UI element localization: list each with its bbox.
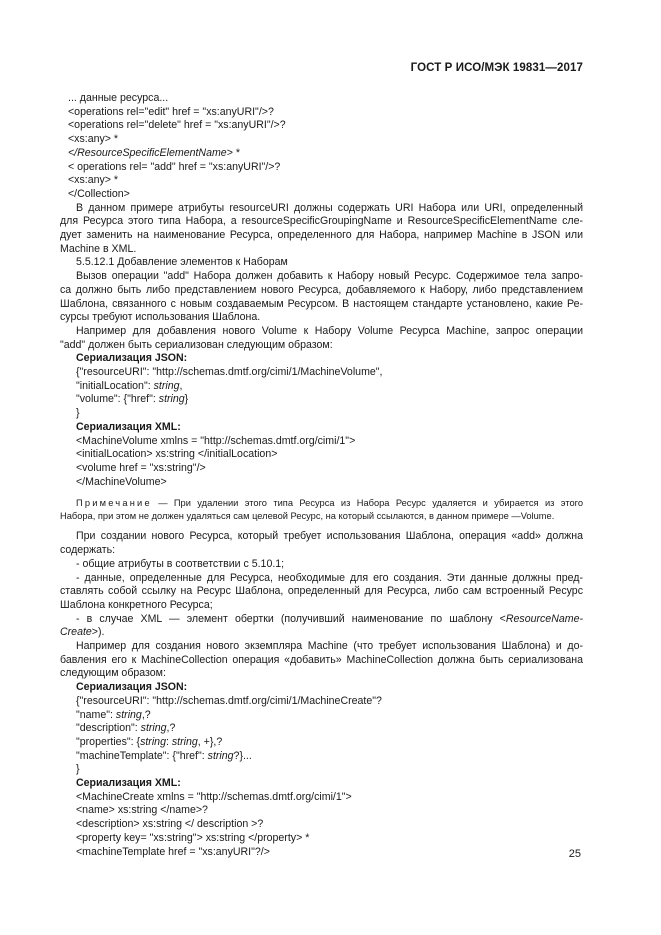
text-fragment: ResourceName- <box>505 612 583 625</box>
text-line: - данные, определенные для Ресурса, необходимые для его создания. Эти данные должны пред- <box>76 571 583 584</box>
text-fragment: — При удалении этого типа Ресурса из Набора Ресурс удаляется и убирается из этого <box>151 498 583 509</box>
text-fragment: "initialLocation": <box>76 379 154 392</box>
code-line: <MachineVolume xmlns = "http://schemas.dmtf.org/cimi/1"> <box>76 434 356 447</box>
text-line: Например для создания нового экземпляра Machine (что требует использования Шаблона) и до- <box>76 640 583 653</box>
text-line: <operations rel="delete" href = "xs:anyURI"/>? <box>68 119 286 132</box>
text-line: </Collection> <box>68 187 130 200</box>
code-line: } <box>76 407 80 420</box>
serialization-heading: Сериализация XML: <box>76 420 181 433</box>
text-line: <xs:any> * <box>68 133 119 146</box>
text-fragment: "description": <box>76 722 141 735</box>
text-fragment: * <box>232 146 240 159</box>
code-line <box>60 750 583 764</box>
text-fragment: , +},? <box>197 735 223 748</box>
page-number: 25 <box>568 848 581 860</box>
text-fragment: Create <box>60 626 92 639</box>
text-fragment: string <box>158 393 185 406</box>
note-label: Примечание <box>76 498 152 509</box>
text-line: сурсы требуют использования Шаблона. <box>60 311 261 324</box>
text-fragment: , <box>179 379 183 392</box>
text-line: ... данные ресурса... <box>68 92 169 104</box>
text-line: ставлять собой ссылку на Ресурс Шаблона, определенный для Ресурса, либо сам встроенный Ресурс <box>60 585 583 598</box>
note-line <box>60 497 583 510</box>
code-line: <machineTemplate href = "xs:anyURI"?/> <box>76 845 270 858</box>
serialization-heading: Сериализация JSON: <box>76 681 188 694</box>
text-fragment: : <box>165 735 172 748</box>
text-fragment: } <box>184 393 189 406</box>
text-line: Шаблона, связанного с новым создаваемым Ресурсом. В настоящем стандарте установлено, какие Ре- <box>60 297 583 310</box>
text-line: дует заменить на наименование Ресурса, определенного для Набора, например Machine в JSON или <box>60 229 583 242</box>
section-heading: 5.5.12.1 Добавление элементов к Наборам <box>76 256 288 269</box>
text-fragment: string <box>115 708 142 721</box>
text-fragment: "volume": {"href": <box>76 393 159 406</box>
code-line: <volume href = "xs:string"/> <box>76 461 206 474</box>
text-line: При создании нового Ресурса, который требует использования Шаблона, операция «add» должна <box>76 530 583 543</box>
note-line: Набора, при этом не должен удаляться сам целевой Ресурс, на который ссылаются, в данном примере —Volume. <box>60 511 555 522</box>
code-line: <name> xs:string </name>? <box>76 804 208 817</box>
code-line <box>60 722 583 736</box>
text-line <box>60 626 583 640</box>
text-line: Вызов операции "add" Набора должен добавить к Набору новый Ресурс. Содержимое тела запро- <box>76 270 583 283</box>
text-line: са должно быть либо представлением нового Ресурса, добавляемого к Набору, либо представлением <box>60 283 583 296</box>
code-line <box>60 380 583 394</box>
serialization-heading: Сериализация JSON: <box>76 352 188 365</box>
serialization-heading: Сериализация XML: <box>76 777 181 790</box>
text-fragment: - в случае XML — элемент обертки (получивший наименование по шаблону < <box>76 612 506 625</box>
text-fragment: "properties": { <box>76 735 141 748</box>
text-line: бавления его к MachineCollection операция «добавить» MachineCollection должна быть сериализована <box>60 653 583 666</box>
text-fragment: string <box>153 379 180 392</box>
text-line: следующим образом: <box>60 667 166 680</box>
text-line: Например для добавления нового Volume к Набору Volume Ресурса Machine, запрос операции <box>76 324 583 337</box>
text-line: В данном примере атрибуты resourceURI должны содержать URI Набора или URI, определенный <box>76 201 583 214</box>
code-line: {"resourceURI": "http://schemas.dmtf.org/cimi/1/MachineVolume", <box>76 366 383 379</box>
text-line <box>60 613 583 627</box>
code-line <box>60 393 583 407</box>
text-line: <xs:any> * <box>68 174 119 187</box>
text-fragment: "machineTemplate": {"href": <box>76 749 208 762</box>
text-fragment: string <box>140 722 167 735</box>
text-fragment: >). <box>91 626 105 639</box>
text-line: содержать: <box>60 544 116 557</box>
document-header: ГОСТ Р ИСО/МЭК 19831—2017 <box>410 62 583 74</box>
document-body <box>60 92 583 859</box>
code-line: </MachineVolume> <box>76 475 167 488</box>
text-fragment: ,? <box>141 708 151 721</box>
text-line: <operations rel="edit" href = "xs:anyURI"/>? <box>68 105 274 118</box>
code-line <box>60 709 583 723</box>
text-fragment: "name": <box>76 708 116 721</box>
text-fragment: ,? <box>166 722 176 735</box>
text-fragment: string <box>207 749 234 762</box>
code-line: <MachineCreate xmlns = "http://schemas.dmtf.org/cimi/1"> <box>76 790 352 803</box>
code-line: } <box>76 763 80 776</box>
text-line: для Ресурса этого типа Набора, a resourceSpecificGroupingName и ResourceSpecificElementName сле- <box>60 215 583 228</box>
note-block <box>60 497 583 523</box>
code-line: <initialLocation> xs:string </initialLocation> <box>76 448 278 461</box>
text-fragment: ?}... <box>233 749 252 762</box>
text-line: - общие атрибуты в соответствии с 5.10.1; <box>76 557 285 570</box>
text-fragment: </ResourceSpecificElementName> <box>68 146 233 159</box>
text-line: "add" должен быть сериализован следующим образом: <box>60 338 333 351</box>
text-fragment: string <box>171 735 198 748</box>
text-line: Machine в XML. <box>60 242 137 255</box>
text-line <box>60 147 583 161</box>
text-line: < operations rel= "add" href = "xs:anyURI"/>? <box>68 160 281 173</box>
text-line: Шаблона конкретного Ресурса; <box>60 598 213 611</box>
code-line <box>60 736 583 750</box>
code-line: <property key= "xs:string"> xs:string </property> * <box>76 831 310 844</box>
text-fragment: string <box>140 735 166 748</box>
code-line: {"resourceURI": "http://schemas.dmtf.org/cimi/1/MachineCreate"? <box>76 694 382 707</box>
code-line: <description> xs:string </ description >? <box>76 818 264 831</box>
